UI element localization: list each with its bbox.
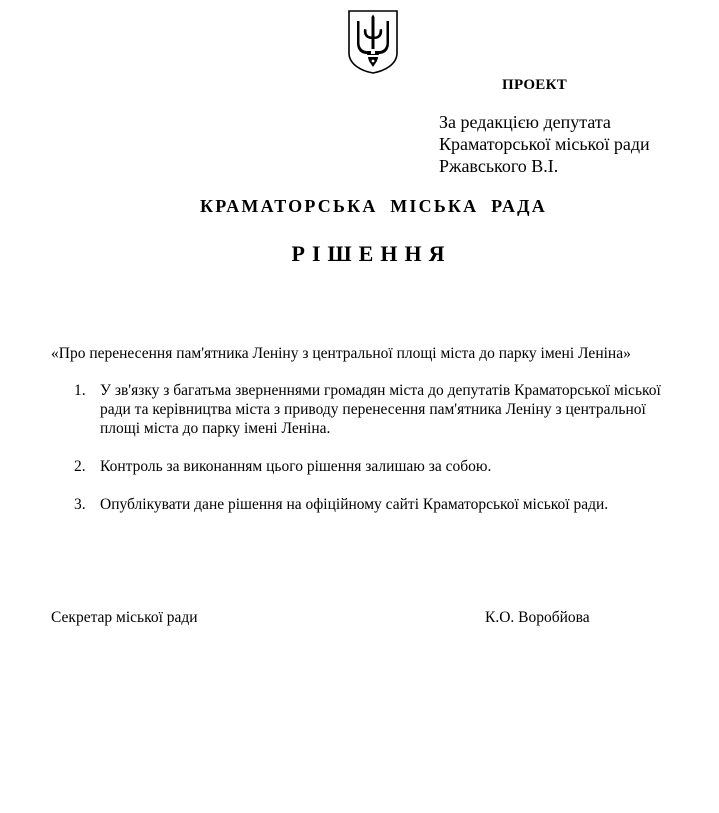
item-line: ради та керівництва міста з приводу перенесення пам'ятника Леніну з центральної [100, 401, 646, 418]
item-line: У зв'язку з багатьма зверненнями громадян міста до депутатів Краматорської міської [100, 382, 661, 399]
item-line: Контроль за виконанням цього рішення залишаю за собою. [100, 458, 492, 475]
decision-items-list [74, 381, 694, 533]
trident-emblem-icon [347, 9, 399, 75]
council-name: КРАМАТОРСЬКА МІСЬКА РАДА [200, 196, 547, 216]
editor-note-line: Краматорської міської ради [439, 134, 650, 154]
editor-note-line: Ржавського В.І. [439, 156, 559, 176]
list-item [74, 495, 694, 514]
item-number: 2. [74, 458, 86, 475]
editor-note [439, 111, 650, 177]
document-type-heading: РІШЕННЯ [291, 241, 452, 266]
item-line: Опублікувати дане рішення на офіційному сайті Краматорської міської ради. [100, 496, 609, 513]
list-item [74, 381, 694, 438]
item-line: площі міста до парку імені Леніна. [100, 420, 331, 437]
signatory-name: К.О. Воробйова [485, 609, 590, 626]
list-item [74, 457, 694, 476]
item-number: 1. [74, 382, 86, 399]
editor-note-line: За редакцією депутата [439, 112, 611, 132]
item-number: 3. [74, 496, 86, 513]
decision-subject: «Про перенесення пам'ятника Леніну з центральної площі міста до парку імені Леніна» [51, 345, 631, 362]
draft-label: ПРОЕКТ [502, 77, 568, 93]
signatory-position: Секретар міської ради [51, 609, 198, 626]
